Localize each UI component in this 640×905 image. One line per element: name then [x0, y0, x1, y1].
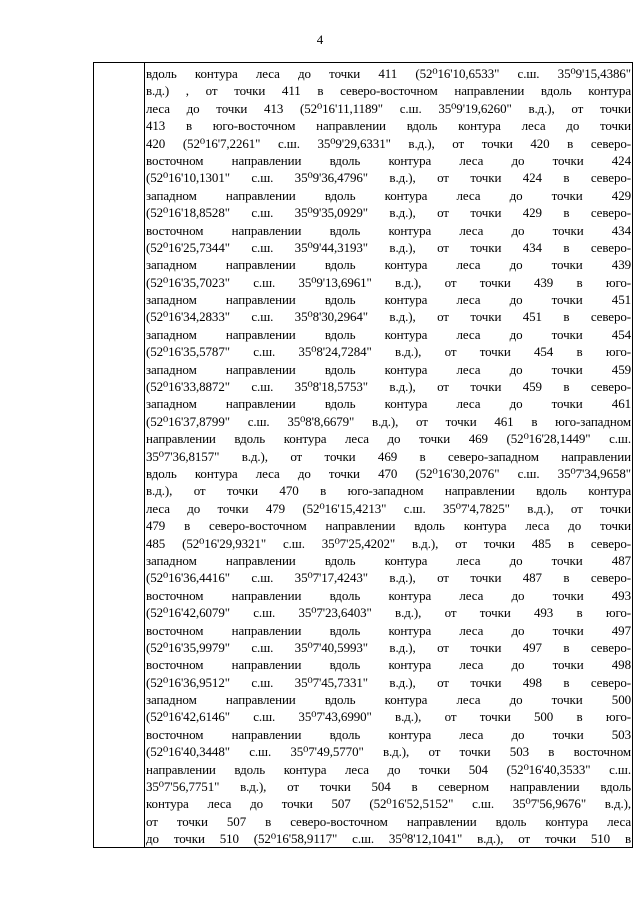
text-line: до точки 510 (52⁰16'58,9117" с.ш. 35⁰8'12,1041" в.д.), от точки 510 в: [146, 831, 631, 847]
text-line: контура леса до точки 507 (52⁰16'52,5152" с.ш. 35⁰7'56,9676" в.д.),: [146, 796, 631, 812]
boundary-description-table: [93, 62, 633, 848]
text-line: западном направлении вдоль контура леса до точки 487: [146, 552, 631, 568]
text-line: 420 (52⁰16'7,2261" с.ш. 35⁰9'29,6331" в.д.), от точки 420 в северо-: [146, 135, 631, 151]
text-line: 413 в юго-восточном направлении вдоль контура леса до точки: [146, 118, 631, 134]
text-line: (52⁰16'37,8799" с.ш. 35⁰8'8,6679" в.д.), от точки 461 в юго-западном: [146, 413, 631, 429]
text-line: леса до точки 413 (52⁰16'11,1189" с.ш. 35⁰9'19,6260" в.д.), от точки: [146, 100, 631, 116]
text-line: (52⁰16'40,3448" с.ш. 35⁰7'49,5770" в.д.), от точки 503 в восточном: [146, 744, 631, 760]
text-line: (52⁰16'35,9979" с.ш. 35⁰7'40,5993" в.д.), от точки 497 в северо-: [146, 639, 631, 655]
text-line: западном направлении вдоль контура леса до точки 439: [146, 257, 631, 273]
text-line: от точки 507 в северо-восточном направлении вдоль контура леса: [146, 813, 631, 829]
text-line: западном направлении вдоль контура леса до точки 461: [146, 396, 631, 412]
page-number: 4: [316, 32, 324, 47]
text-line: западном направлении вдоль контура леса до точки 454: [146, 326, 631, 342]
text-line: (52⁰16'33,8872" с.ш. 35⁰8'18,5753" в.д.), от точки 459 в северо-: [146, 379, 631, 395]
text-line: (52⁰16'35,5787" с.ш. 35⁰8'24,7284" в.д.), от точки 454 в юго-: [146, 344, 631, 360]
text-line: восточном направлении вдоль контура леса до точки 497: [146, 622, 631, 638]
text-line: восточном направлении вдоль контура леса до точки 503: [146, 726, 631, 742]
text-line: 479 в северо-восточном направлении вдоль контура леса до точки: [146, 518, 631, 534]
text-line: западном направлении вдоль контура леса до точки 500: [146, 692, 631, 708]
text-line: западном направлении вдоль контура леса до точки 459: [146, 361, 631, 377]
boundary-description-text: [146, 65, 631, 848]
text-line: вдоль контура леса до точки 470 (52⁰16'30,2076" с.ш. 35⁰7'34,9658": [146, 465, 631, 481]
text-line: 35⁰7'56,7751" в.д.), от точки 504 в северном направлении вдоль: [146, 779, 631, 795]
text-line: (52⁰16'25,7344" с.ш. 35⁰9'44,3193" в.д.), от точки 434 в северо-: [146, 239, 631, 255]
text-line: 485 (52⁰16'29,9321" с.ш. 35⁰7'25,4202" в.д.), от точки 485 в северо-: [146, 535, 631, 551]
text-line: в.д.), от точки 470 в юго-западном направлении вдоль контура: [146, 483, 631, 499]
text-line: направлении вдоль контура леса до точки 504 (52⁰16'40,3533" с.ш.: [146, 761, 631, 777]
text-line: восточном направлении вдоль контура леса до точки 434: [146, 222, 631, 238]
text-line: вдоль контура леса до точки 411 (52⁰16'10,6533" с.ш. 35⁰9'15,4386": [146, 66, 631, 81]
column-divider: [144, 63, 145, 847]
text-line: западном направлении вдоль контура леса до точки 451: [146, 292, 631, 308]
text-line: (52⁰16'34,2833" с.ш. 35⁰8'30,2964" в.д.), от точки 451 в северо-: [146, 309, 631, 325]
text-line: (52⁰16'35,7023" с.ш. 35⁰9'13,6961" в.д.), от точки 439 в юго-: [146, 274, 631, 290]
text-line: (52⁰16'42,6079" с.ш. 35⁰7'23,6403" в.д.), от точки 493 в юго-: [146, 605, 631, 621]
text-line: леса до точки 479 (52⁰16'15,4213" с.ш. 35⁰7'4,7825" в.д.), от точки: [146, 500, 631, 516]
text-line: (52⁰16'42,6146" с.ш. 35⁰7'43,6990" в.д.), от точки 500 в юго-: [146, 709, 631, 725]
text-line: направлении вдоль контура леса до точки 469 (52⁰16'28,1449" с.ш.: [146, 431, 631, 447]
text-line: (52⁰16'18,8528" с.ш. 35⁰9'35,0929" в.д.), от точки 429 в северо-: [146, 205, 631, 221]
text-line: восточном направлении вдоль контура леса до точки 424: [146, 152, 631, 168]
text-line: восточном направлении вдоль контура леса до точки 493: [146, 587, 631, 603]
text-line: (52⁰16'36,9512" с.ш. 35⁰7'45,7331" в.д.), от точки 498 в северо-: [146, 674, 631, 690]
text-line: восточном направлении вдоль контура леса до точки 498: [146, 657, 631, 673]
text-line: (52⁰16'36,4416" с.ш. 35⁰7'17,4243" в.д.), от точки 487 в северо-: [146, 570, 631, 586]
text-line: (52⁰16'10,1301" с.ш. 35⁰9'36,4796" в.д.), от точки 424 в северо-: [146, 170, 631, 186]
text-line: в.д.) , от точки 411 в северо-восточном направлении вдоль контура: [146, 83, 631, 99]
text-line: западном направлении вдоль контура леса до точки 429: [146, 187, 631, 203]
text-line: 35⁰7'36,8157" в.д.), от точки 469 в северо-западном направлении: [146, 448, 631, 464]
